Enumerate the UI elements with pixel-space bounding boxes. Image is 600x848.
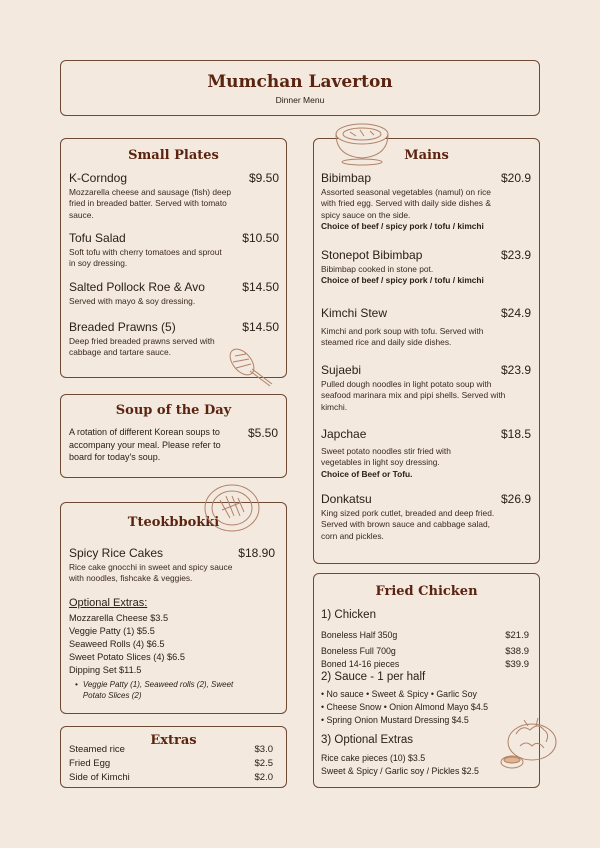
item-desc: Served with mayo & soy dressing.: [69, 296, 196, 306]
item-desc: Deep fried breaded prawns served with cabbage and tartare sauce.: [69, 336, 215, 358]
extra-option: Seaweed Rolls (4) $6.5: [69, 639, 165, 649]
item-desc: Sweet potato noodles stir fried with vegetables in light soy dressing.: [321, 446, 451, 468]
fried-chicken-illustration: [498, 716, 560, 776]
item-name: Spicy Rice Cakes: [69, 546, 164, 560]
item-desc: Rice cake gnocchi in sweet and spicy sauce with noodles, fishcake & veggies.: [69, 562, 233, 584]
menu-item: [321, 427, 531, 480]
extras-heading: Extras: [150, 733, 197, 748]
item-choice: Choice of beef / spicy pork / tofu / kimchi: [321, 221, 484, 232]
item-choice: Choice of Beef or Tofu.: [321, 468, 413, 479]
item-name: Tofu Salad: [69, 231, 126, 245]
item-choice: Choice of beef / spicy pork / tofu / kimchi: [321, 275, 484, 286]
extra-option: Mozzarella Cheese $3.5: [69, 613, 169, 623]
extras-section: [60, 726, 287, 788]
extras-row: [69, 743, 273, 757]
extra-name: Fried Egg: [69, 758, 111, 769]
extra-option: Sweet Potato Slices (4) $6.5: [69, 652, 185, 662]
chicken-extra: Rice cake pieces (10) $3.5: [321, 753, 426, 763]
chicken-name: Boned 14-16 pieces: [321, 659, 400, 669]
mains-section: [313, 138, 540, 564]
sauce-line: • Spring Onion Mustard Dressing $4.5: [321, 715, 469, 725]
chicken-name: Boneless Half 350g: [321, 630, 398, 640]
item-name: Breaded Prawns (5): [69, 320, 176, 334]
item-desc: King sized pork cutlet, breaded and deep fried. Served with brown sauce and cabbage salad, corn and pickles.: [321, 508, 495, 541]
extra-price: $2.0: [254, 772, 273, 783]
extra-option: Veggie Patty (1) $5.5: [69, 626, 155, 636]
extra-price: $2.5: [254, 758, 273, 769]
item-price: $20.9: [500, 171, 531, 185]
menu-item: [69, 231, 279, 270]
item-name: Kimchi Stew: [321, 306, 388, 320]
soup-heading: Soup of the Day: [115, 403, 232, 418]
menu-item: [69, 280, 279, 307]
menu-item: [69, 171, 279, 221]
extras-list: [69, 743, 273, 785]
soup-desc: A rotation of different Korean soups to accompany your meal. Please refer to board for today's soup.: [69, 427, 221, 462]
extra-option: Dipping Set $11.5: [69, 665, 142, 675]
sauce-options: [321, 688, 488, 727]
item-name: Japchae: [321, 427, 367, 441]
menu-item: [69, 546, 275, 585]
item-desc: Bibimbap cooked in stone pot.: [321, 264, 434, 274]
header-box: [60, 60, 540, 116]
chicken-options: [321, 624, 529, 672]
optional-extras-heading: Optional Extras:: [69, 597, 148, 609]
corndog-illustration: [222, 344, 276, 392]
tteokbokki-illustration: [202, 482, 262, 534]
chicken-extras: [321, 752, 479, 778]
item-price: $18.5: [500, 427, 531, 441]
item-name: K-Corndog: [69, 171, 128, 185]
menu-item: [321, 306, 531, 349]
small-plates-section: [60, 138, 287, 378]
item-price: $9.50: [248, 171, 279, 185]
extra-price: $3.0: [254, 744, 273, 755]
item-price: $24.9: [500, 306, 531, 320]
soup-price: $5.50: [247, 426, 278, 440]
chicken-price: $39.9: [505, 659, 529, 670]
item-desc: Soft tofu with cherry tomatoes and sprout in soy dressing.: [69, 247, 222, 269]
chicken-extra: Sweet & Spicy / Garlic soy / Pickles $2.5: [321, 766, 479, 776]
chicken-name: Boneless Full 700g: [321, 645, 396, 656]
item-price: $23.9: [500, 248, 531, 262]
restaurant-name: Mumchan Laverton: [207, 72, 393, 92]
item-name: Stonepot Bibimbap: [321, 248, 423, 262]
item-price: $14.50: [242, 280, 279, 294]
item-name: Donkatsu: [321, 492, 372, 506]
menu-subtitle: Dinner Menu: [275, 95, 325, 105]
step-sauce: 2) Sauce - 1 per half: [321, 671, 426, 683]
item-price: $26.9: [500, 492, 531, 506]
chicken-option: [321, 658, 529, 672]
fried-chicken-heading: Fried Chicken: [375, 584, 478, 599]
item-desc: Kimchi and pork soup with tofu. Served with steamed rice and daily side dishes.: [321, 326, 484, 348]
extras-row: [69, 757, 273, 771]
menu-item: [321, 492, 531, 542]
bullet: •: [75, 680, 78, 689]
dipping-set-note: [75, 679, 245, 701]
menu-item: [321, 363, 531, 413]
chicken-price: $38.9: [505, 645, 529, 657]
item-desc: Assorted seasonal vegetables (namul) on rice with fried egg. Served with daily side dishes & spicy sauce on the side.: [321, 187, 491, 220]
mains-heading: Mains: [404, 148, 449, 163]
item-price: $14.50: [242, 320, 279, 334]
menu-item: [321, 171, 531, 233]
chicken-option: [321, 624, 529, 643]
extra-name: Steamed rice: [69, 744, 125, 755]
menu-item: [321, 248, 531, 287]
dipping-note-text: Veggie Patty (1), Seaweed rolls (2), Sweet Potato Slices (2): [82, 680, 234, 700]
extras-row: [69, 771, 273, 785]
step-chicken: 1) Chicken: [321, 609, 376, 621]
soup-section: [60, 394, 287, 478]
sauce-line: • Cheese Snow • Onion Almond Mayo $4.5: [321, 702, 489, 712]
tteokbokki-heading: Tteokbbokki: [127, 515, 220, 530]
chicken-option: [321, 643, 529, 659]
step-optional-extras: 3) Optional Extras: [321, 734, 414, 746]
small-plates-heading: Small Plates: [128, 148, 219, 163]
extra-name: Side of Kimchi: [69, 772, 130, 783]
item-name: Sujaebi: [321, 363, 362, 377]
item-desc: Mozzarella cheese and sausage (fish) deep fried in breaded batter. Served with tomato sauce.: [69, 187, 232, 220]
item-name: Salted Pollock Roe & Avo: [69, 280, 205, 294]
item-price: $18.90: [238, 546, 275, 560]
optional-extras-list: [69, 612, 185, 677]
item-desc: Pulled dough noodles in light potato soup with seafood marinara mix and pipi shells. Served with kimchi.: [321, 379, 506, 412]
item-price: $10.50: [242, 231, 279, 245]
chicken-price: $21.9: [505, 630, 529, 641]
item-name: Bibimbap: [321, 171, 372, 185]
item-price: $23.9: [500, 363, 531, 377]
stonepot-illustration: [330, 118, 394, 166]
sauce-line: • No sauce • Sweet & Spicy • Garlic Soy: [321, 689, 477, 699]
